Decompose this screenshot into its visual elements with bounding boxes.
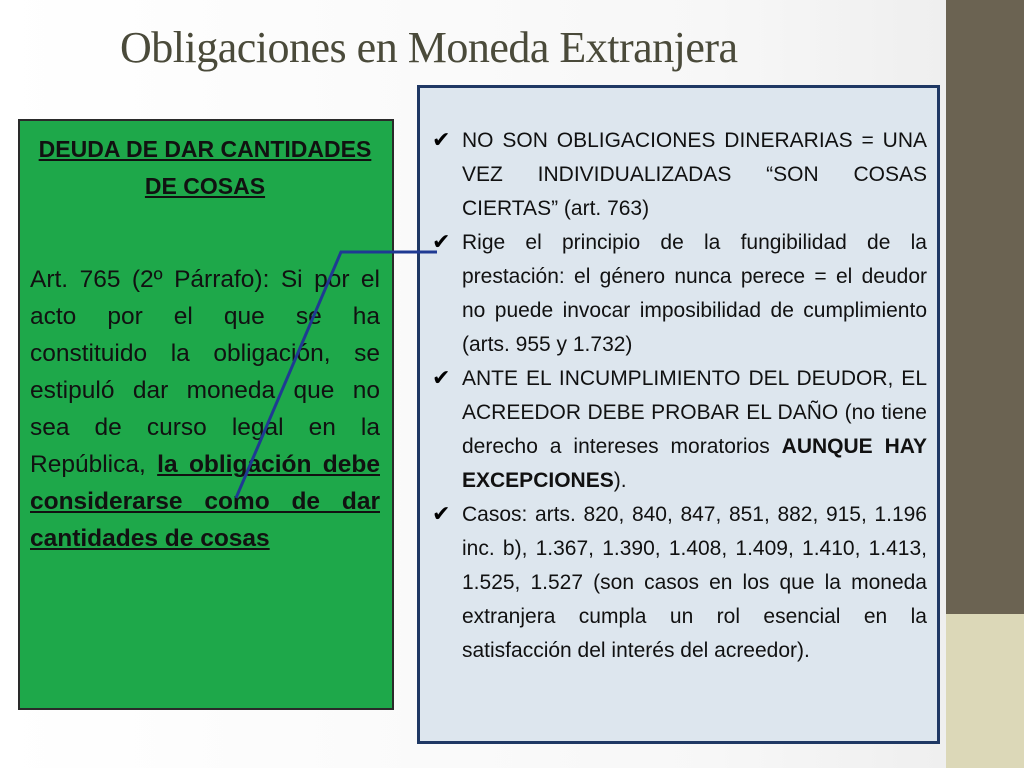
decorative-side-bar-bottom — [946, 614, 1024, 768]
left-box-body — [30, 261, 380, 557]
checkmark-icon: ✔ — [432, 230, 451, 255]
right-content-box — [417, 85, 940, 744]
checkmark-icon: ✔ — [432, 128, 451, 153]
slide-title: Obligaciones en Moneda Extranjera — [120, 23, 738, 72]
bullet-list — [432, 124, 927, 668]
list-item — [432, 362, 927, 498]
checkmark-icon: ✔ — [432, 366, 451, 391]
left-box-body-text: Art. 765 (2º Párrafo): Si por el acto por el que se ha constituido la obligación, se estipuló dar moneda que no sea de curso legal en la República, — [30, 266, 380, 478]
list-item-text-end: ). — [613, 469, 627, 492]
left-content-box — [18, 119, 394, 710]
list-item-text: ANTE EL INCUMPLIMIENTO DEL DEUDOR, EL ACREEDOR DEBE PROBAR EL DAÑO (no tiene derecho a intereses moratorios — [462, 367, 927, 458]
list-item — [432, 124, 927, 226]
left-box-heading: DEUDA DE DAR CANTIDADES DE COSAS — [38, 136, 372, 199]
list-item — [432, 498, 927, 668]
left-box-body-emphasis: la obligación debe considerarse como de dar cantidades de cosas — [30, 451, 380, 552]
list-item-text: Casos: arts. 820, 840, 847, 851, 882, 915, 1.196 inc. b), 1.367, 1.390, 1.408, 1.409, 1.410, 1.413, 1.525, 1.527 (son casos en los que la moneda extranjera cumpla un rol esencial en la satisfacción del interés del acreedor). — [462, 503, 927, 662]
list-item-text: NO SON OBLIGACIONES DINERARIAS = UNA VEZ INDIVIDUALIZADAS “SON COSAS CIERTAS” (art. 763) — [462, 129, 927, 220]
list-item — [432, 226, 927, 362]
decorative-side-bar-top — [946, 0, 1024, 614]
list-item-bold-text: AUNQUE HAY EXCEPCIONES — [462, 435, 928, 492]
list-item-text: Rige el principio de la fungibilidad de la prestación: el género nunca perece = el deudor no puede invocar imposibilidad de cumplimiento (arts. 955 y 1.732) — [462, 231, 927, 356]
checkmark-icon: ✔ — [432, 502, 451, 527]
